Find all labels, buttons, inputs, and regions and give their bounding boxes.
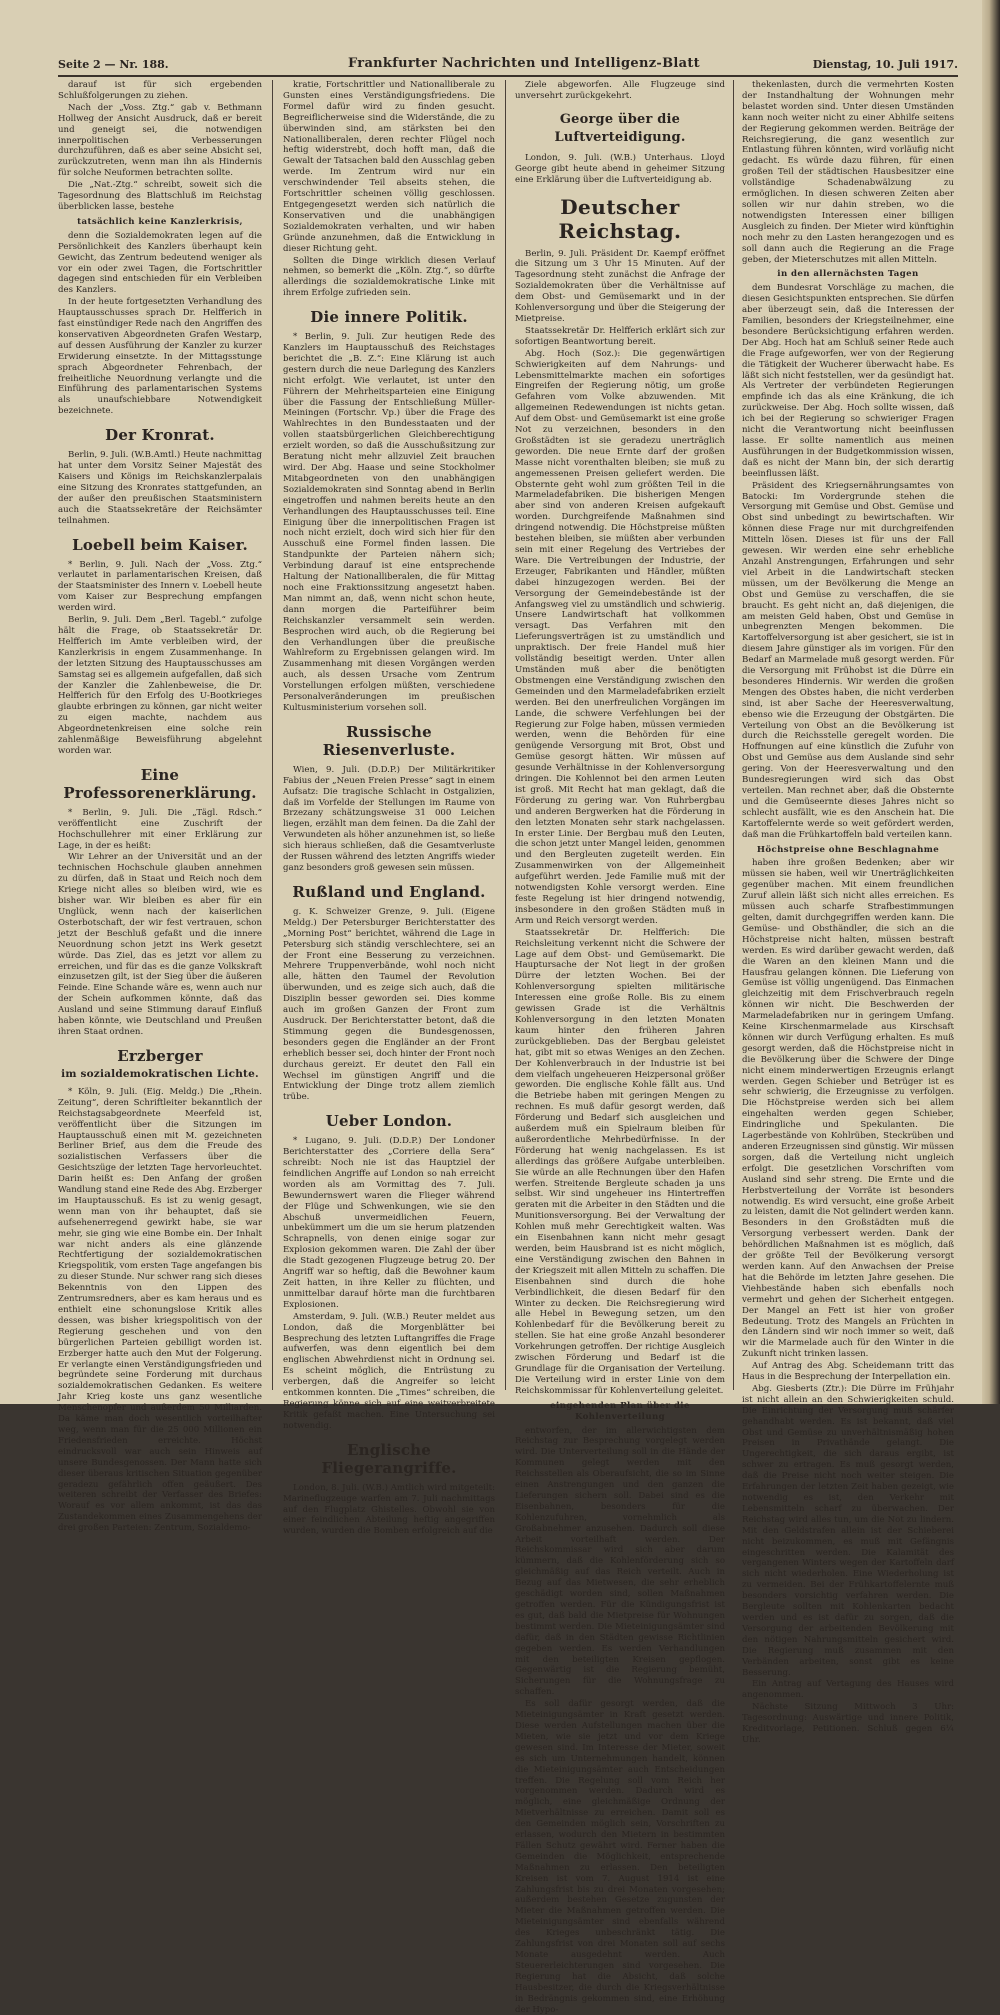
paragraph: Die „Nat.-Ztg.“ schreibt, soweit sich die Tagesordnung des Blattschluß im Reichstag überblicken lasse, bestehe: [58, 180, 262, 212]
column-4: [742, 80, 955, 1745]
paragraph: * Berlin, 9. Juli. Nach der „Voss. Ztg.“ verlautet in parlamentarischen Kreisen, daß der Staatsminister des Innern v. Loebell heute vom Kaiser zur Besprechung empfangen werden wird.: [58, 559, 262, 614]
paragraph: London, 9. Juli. (W.B.) Unterhaus. Lloyd George gibt heute abend in geheimer Sitzung eine Erklärung über die Luftverteidigung ab.: [515, 152, 725, 185]
paragraph: Sollten die Dinge wirklich diesen Verlauf nehmen, so bemerkt die „Köln. Ztg.“, so dürfte allerdings die sozialdemokratische Linke mit ihrem Erfolge zufrieden sein.: [283, 255, 495, 299]
paragraph: Staatssekretär Dr. Helfferich: Die Reichsleitung verkennt nicht die Schwere der Lage auf dem Obst- und Gemüsemarkt. Die Hauptursache der Not liegt in der großen Dürre der letzten Wochen. Bei der Kohlenversorgung spielten militärische Interessen eine große Rolle. Bis zu einem gewissen Grade ist die Verhältnis Kohlenversorgung in den letzten Monaten kaum hinter den früheren Jahren zurückgeblieben. Das der Bergbau geleistet hat, gibt mit so etwas Weniges an den Zechen. Der Kohlenverbrauch in der Industrie ist bei dem vielfach ungeheueren Heizpersonal größer geworden. Die englische Kohle fällt aus. Und die Betriebe haben mit geringen Mengen zu rechnen. Es muß dafür gesorgt werden, daß Förderung und Bedarf sich ausgleichen und außerdem muß ein Spielraum bleiben für außerordentliche Mehrbedürfnisse. In der Förderung hat wenig nachgelassen. Es ist allerdings das größere Aufgabe unterbleiben. Sie würde an alle Rechnungen über den Hafen werfen. Streitende Bergleute schaden ja uns selbst. Wir sind ungeheuer ins Hintertreffen geraten mit die Arbeiter in den Städten und die Munitionsversorgung. Bei der Verwaltung der Kohlen muß mehr Gerechtigkeit walten. Was ein Eisenbahnen kann nicht mehr gesagt werden, beim Hausbrand ist es nicht möglich, eine Verständigung zwischen den Bahnen in der Kriegszeit mit allen Mitteln zu schaffen. Die Eisenbahnen sind durch die hohe Verbindlichkeit, die diesen Bedarf für den Winter zu decken. Die Reichsregierung wird alle Hebel in Bewegung setzen, um den Kohlenbedarf für die Bevölkerung bereit zu stellen. Sie hat eine große Anzahl besonderer Vorkehrungen getroffen. Der richtige Ausgleich zwischen Förderung und Bedarf ist die Grundlage für die Organisation der Verteilung. Die Verteilung wird in erster Linie von dem Reichskommissar für Kohlenverteilung geleitet.: [515, 927, 725, 1396]
article-heading: Englische Fliegerangriffe.: [321, 1440, 457, 1477]
column-rule: [733, 80, 734, 1390]
newspaper-title: Frankfurter Nachrichten und Intelligenz-Blatt: [348, 56, 700, 71]
article-heading: Eine Professorenerklärung.: [63, 765, 257, 802]
subheading: in den allernächsten Tagen: [777, 269, 919, 280]
paragraph: Ein Antrag auf Vertagung des Hauses wird angenommen.: [742, 1679, 954, 1701]
paragraph: * Berlin, 9. Juli. Die „Tägl. Rdsch.“ veröffentlicht eine Zuschrift der Hochschullehrer mit einer Erklärung zur Lage, in der es heißt:: [58, 807, 262, 851]
paragraph: Wir Lehrer an der Universität und an der technischen Hochschule glauben annehmen zu dürfen, daß in Staat und Reich noch dem Kriege nicht alles so bleiben wird, wie es bisher war. Wir bleiben es aber für ein Unglück, wenn nach der kaiserlichen Osterbotschaft, der wir fest vertrauen, schon jetzt der Beschluß gefaßt und die innere Neuordnung schon jetzt ins Werk gesetzt würde. Das Ziel, das es jetzt vor allem zu erreichen, und für das es die ganze Volkskraft einzusetzen gilt, ist der Sieg über die äußeren Feinde. Eine Schande wäre es, wenn auch nur der Schein aufkommen könnte, daß das Ausland und seine Stimmung darauf Einfluß haben könnte, wie Deutschland und Preußen ihren Staat ordnen.: [58, 852, 262, 1037]
paragraph: London, 8. Juli. (W.B.) Amtlich wird mitgeteilt: Marineflugzeuge warfen am 7. Juli nachmittags auf den Flugplatz Ghistelles. Obwohl sie von einer feindlichen Abteilung heftig angegriffen wurden, wurden die Bomben erfolgreich auf die: [283, 1482, 495, 1537]
article-heading: Russische Riesenverluste.: [322, 722, 456, 759]
column-2: [283, 80, 495, 1537]
paragraph: * Berlin, 9. Juli. Zur heutigen Rede des Kanzlers im Hauptausschuß des Reichstages berichtet die „B. Z.“: Eine Klärung ist auch gestern durch die neue Darlegung des Kanzlers nicht erfolgt. Wie verlautet, ist unter den Führern der Mehrheitsparteien eine Einigung über die Fassung der Entschließung Müller-Meiningen (Fortschr. Vp.) über die Frage des Wahlrechtes in den Bundesstaaten und der vollen staatsbürgerlichen Gleichberechtigung erzielt worden, so daß die Ausschußsitzung zur Beratung nicht mehr allzuviel Zeit brauchen wird. Der Abg. Haase und seine Stockholmer Mitabgeordneten von den unabhängigen Sozialdemokraten sind Sonntag abend in Berlin eingetroffen und nahmen bereits heute an den Verhandlungen des Hauptausschusses teil. Eine Einigung über die innerpolitischen Fragen ist noch nicht erzielt, doch wird sich hier für den Ausschuß eine Formel finden lassen. Die Standpunkte der Parteien nähern sich; Verbindung darauf ist eine entsprechende Haltung der Nationalliberalen, die für Mittag noch eine Fraktionssitzung angesetzt haben. Man nimmt an, daß, wenn nicht schon heute, dann morgen die Parteiführer beim Reichskanzler versammelt sein werden. Besprochen wird auch, ob die Regierung bei den Verhandlungen über die preußische Wahlreform zu Ergebnissen gelangen wird. Im Zusammenhang mit diesen Vorgängen werden auch, als dessen Ursache vom Zentrum Vorstellungen erfolgen müßten, verschiedene Personalveränderungen im preußischen Kultusministerium vorsehen soll.: [283, 332, 495, 713]
paragraph: dem Bundesrat Vorschläge zu machen, die diesen Gesichtspunkten entsprechen. Sie dürfen aber überzeugt sein, daß die Interessen der Familien, besonders der Kriegsteilnehmer, eine besondere Berücksichtigung erfahren werden. Der Abg. Hoch hat am Schluß seiner Rede auch die Frage aufgeworfen, wer von der Regierung die Tätigkeit der Wucherer überwacht habe. Es läßt sich nicht feststellen, wer da gesündigt hat. Als Vertreter der verbündeten Regierungen empfinde ich das als eine Kränkung, die ich zurückweise. Der Abg. Hoch sollte wissen, daß ich bei der Regierung so schwieriger Fragen nicht die Verantwortung nicht beeinflussen lasse. Er sollte namentlich aus meinen Ausführungen in der Budgetkommission wissen, daß es nicht der Mann bin, der sich derartig beeinflussen läßt.: [742, 283, 955, 479]
paragraph: haben ihre großen Bedenken; aber wir müssen sie haben, weil wir Unerträglichkeiten gegenüber machen. Mit einem freundlichen Zuruf allein läßt sich nicht alles erreichen. Es müssen auch scharfe Strafbestimmungen gelten, damit durchgegriffen werden kann. Die Gemüse- und Obsthändler, die sich an die Höchstpreise nicht halten, müssen bestraft werden. Es wird darüber gewacht werden, daß die Waren an den kleinen Mann und die Hausfrau gelangen können. Die Lieferung von Gemüse ist völlig ungenügend. Das Einmachen gleichzeitig mit dem Frischverbrauch regeln können wir nicht. Die Beschwerden der Marmeladefabriken nur in geringem Umfang. Keine Kirschenmarmelade aus Kirschsaft können wir durch Verfügung erhalten. Es muß gesorgt werden, daß die Höchstpreise nicht in die Bevölkerung über die Schwere der Dinge nicht einem minderwertigen Erzeugnis erlangt werden. Gegen Schieber und Betrüger ist es sehr schwierig, die Erzeugnisse zu verfolgen. Die Höchstpreise werden sich bei allem eingehalten werden gegen Schieber, Eindringliche und Spekulanten. Die Lagerbestände von Kohlrüben, Steckrüben und anderen Erzeugnissen sind günstig. Wir müssen sorgen, daß die Verteilung nicht ungleich erfolgt. Die gesetzlichen Vorschriften vom Ausland sind sehr streng. Die Ernte und die Herbstverteilung der Vorräte ist besonders notwendig. Es wird versucht, eine große Arbeit zu leisten, damit die Not gelindert werden kann. Besonders in den Großstädten muß die Versorgung verbessert werden. Dank der behördlichen Maßnahmen ist es möglich, daß der größte Teil der Bevölkerung versorgt werden kann. Auf den Anwachsen der Preise hat die Behörde im letzten Jahre gesehen. Die Viehbestände haben sich ebenfalls noch vermehrt und gehen der Sicherheit entgegen. Der Mangel an Fett ist hier von großer Bedeutung. Trotz des Mangels an Früchten in den Ländern sind wir noch immer so weit, daß wir die Marmelade auch für den Winter in die Zukunft nicht trinken lassen.: [742, 858, 955, 1360]
paragraph: In der heute fortgesetzten Verhandlung des Hauptausschusses sprach Dr. Helfferich in fast einstündiger Rede nach den Angriffen des konservativen Abgeordneten Grafen Westarp, auf dessen Ausführung der Kanzler zu kurzer Erwiderung einsetzte. In der Mittagsstunge sprach Abgeordneter Fehrenbach, der freiheitliche Neuordnung verlangte und die Einführung des parlamentarischen Systems als unaufschiebbare Notwendigkeit bezeichnete.: [58, 297, 262, 417]
column-3: [515, 80, 725, 2015]
subheading: eingehenden Plan über die Kohlenverteilung: [550, 1400, 690, 1422]
article-heading: Loebell beim Kaiser.: [72, 535, 248, 554]
issue-date: Dienstag, 10. Juli 1917.: [812, 58, 958, 71]
paragraph: Auf Antrag des Abg. Scheidemann tritt das Haus in die Besprechung der Interpellation ein.: [742, 1361, 954, 1383]
article-heading: Ueber London.: [325, 1112, 453, 1131]
paragraph: Ziele abgeworfen. Alle Flugzeuge sind unversehrt zurückgekehrt.: [515, 80, 725, 101]
paragraph: Amsterdam, 9. Juli. (W.B.) Reuter meldet aus London, daß die Morgenblätter bei Besprechung des letzten Luftangriffes die Frage aufwerfen, was denn eigentlich bei dem englischen Abwehrdienst nicht in Ordnung sei. Es scheint möglich, die Entrüstung zu verbergen, daß die Angreifer so leicht entkommen konnten. Die „Times“ schreiben, die Regierung könne sich auf eine weitverbreitete Kritik gefaßt machen. Eine Untersuchung sei notwendig.: [283, 1311, 495, 1431]
paragraph: darauf ist für sich ergebenden Schlußfolgerungen zu ziehen.: [58, 80, 262, 101]
article-heading: Erzberger: [117, 1046, 203, 1065]
paragraph: denn die Sozialdemokraten legen auf die Persönlichkeit des Kanzlers überhaupt kein Gewicht, das Zentrum bedeutend weniger als vor ein oder zwei Tagen, die Fortschrittler dagegen sind entschieden für ein Verbleiben des Kanzlers.: [58, 230, 262, 296]
subheading: Höchstpreise ohne Beschlagnahme: [756, 844, 940, 855]
paragraph: Abg. Giesberts (Ztr.): Die Dürre im Frühjahr ist nicht allein an den Schwierigkeiten schuld. Die Einrichtung der Versorgung muß schärfer gehandhabt werden. Es ist bekannt, daß viel Obst und Gemüse zu unverhältnismäßig hohen Preisen in Privathände gelangt. Die Ungerechtigkeit, die sich daraus ergibt, ist schwer zu ertragen. Es muß gesorgt werden, daß die Preise nicht noch weiter steigen. Die Erfahrungen der letzten Zeit haben gezeigt, wie notwendig es ist, den Verkehr mit Lebensmitteln scharf zu überwachen. Der Reichstag wird alles tun, um die Not zu lindern. Mit den Geldstrafen allein ist der Schieberei nicht beizukommen, es muß mit Gefängnis eingeschritten werden. Die Kalamität des vergangenen Winters wegen der Kartoffeln darf sich nicht wiederholen. Eine Wiederholung ist zu vermeiden. Bei der Frühkartoffelernte muß besonders vorsichtig verfahren werden. Die Bergleute sollten mit Kohlenkarten bedacht werden und es ist dafür zu sorgen, daß die Versorgung der arbeitenden Bevölkerung mit den nötigen Nahrungsmitteln gesichert wird. Die Regierung muß zusammen mit den Verbänden arbeiten, sonst gibt es keine Besserung.: [742, 1383, 954, 1678]
article-heading: Deutscher Reichstag.: [558, 194, 682, 243]
paragraph: Staatssekretär Dr. Helfferich erklärt sich zur sofortigen Beantwortung bereit.: [515, 325, 725, 347]
column-rule: [272, 80, 273, 1390]
paragraph: kratie, Fortschrittler und Nationalliberale zu Gunsten eines Verständigungsfriedens. Die Formel dafür wird zu finden gesucht. Begreiflicherweise sind die Widerstände, die zu überwinden sind, am stärksten bei den Nationalliberalen, deren rechter Flügel noch heftig widerstrebt, doch hofft man, daß die Gewalt der Tatsachen bald den Ausschlag geben werde. Im Zentrum wird nur ein verschwindender Teil abseits stehen, die Fortschrittler scheinen völlig geschlossen. Entgegengesetzt werden sich natürlich die Konservativen und die unabhängigen Sozialdemokraten verhalten, und wir haben Gründe anzunehmen, daß die Entwicklung in dieser Richtung geht.: [283, 80, 495, 254]
paragraph: thekenlasten, durch die vermehrten Kosten der Instandhaltung der Wohnungen mehr belastet worden sind. Unter diesen Umständen kann noch weiter nicht zu einer Abhilfe seitens der Regierung gekommen werden. Beiträge der Reichsregierung, die ganz wesentlich zur Entlastung führen könnten, wird vorläufig nicht gedacht. Es würde dazu führen, für einen großen Teil der städtischen Hausbesitzer eine vollständige Schadenabwälzung zu ermöglichen. In diesen schweren Zeiten aber sollen wir nur dahin streben, wo die notwendigsten Interessen einer billigen Ausgleich zu finden. Der Mieter wird künftighin noch mehr zu den Lasten herangezogen und es soll dann auch die Regierung an die Frage geben, der Mieterschutzes mit allen Mitteln.: [742, 80, 954, 265]
paragraph: Es soll dafür gesorgt werden, daß die Mieteinigungsämter in Kraft gesetzt werden. Diese werden Aufstellungen machen über die Mieten, wie sie jetzt und vor dem Kriege gewesen sind. Im Interesse der Mieter, soweit es sich um Unternehmungen handelt, können die Mieteinigungsämter auch Entscheidungen treffen. Die Regelung soll vom Reich her vorgenommen werden. Dadurch wird es möglich, eine gleichmäßige Ordnung der Mietverhältnisse zu erreichen. Damit soll es den Gemeinden möglich sein, Vorschriften zu erlassen, wodurch den Mietern in bestimmten Fällen Schutz gewährt wird. Ferner haben die Gemeinden die Möglichkeit, entsprechende Maßnahmen zu erlassen. Den beteiligten Kreisen ist vom 7. August 1914 ist eine Zahlungsfrist bis zu drei Monaten vorgesehen; außerdem bestehen Gesetze zugunsten der Mieter die Maßnahmen getroffen werden. Die Mieteinigungsämter sind ebenfalls während des Krieges unbeschränkt tätig. Die Zahlungsfrist von drei Monaten soll auf sechs Monate ausgedehnt werden. Auch Steuererleichterungen sind vorgesehen. Die Regierung hat die Absicht, daß solche Hausbesitzer, die durch die Kriegsverhältnisse in Bedrängnis gekommen sind, eine Erhöhung der Hypo-: [515, 1699, 725, 2015]
column-rule: [505, 80, 506, 1390]
paragraph: Berlin, 9. Juli. Präsident Dr. Kaempf eröffnet die Sitzung um 3 Uhr 15 Minuten. Auf der Tagesordnung steht zunächst die Anfrage der Sozialdemokraten über die Verhältnisse auf dem Obst- und Gemüsemarkt und in der Kohlenversorgung und über die Steigerung der Mietpreise.: [515, 248, 725, 324]
article-heading: Rußland und England.: [292, 882, 486, 901]
subheading: tatsächlich keine Kanzlerkrisis,: [77, 216, 243, 227]
paragraph: Abg. Hoch (Soz.): Die gegenwärtigen Schwierigkeiten auf dem Nahrungs- und Lebensmittelmarkte machen ein sofortiges Eingreifen der Regierung nötig, um große Gefahren vom Volke abzuwenden. Mit allgemeinen Redewendungen ist nichts getan. Auf dem Obst- und Gemüsemarkt ist eine große Not zu verzeichnen, besonders in den Großstädten ist sie geradezu unerträglich geworden. Die neue Ernte darf der großen Masse nicht vorenthalten bleiben; sie muß zu angemessenen Preisen geliefert werden. Die Obsternte geht wohl zum größten Teil in die Marmeladefabriken. Die bisherigen Mengen aber sind von anderen Kreisen aufgekauft worden. Durchgreifende Maßnahmen sind dringend notwendig. Die Höchstpreise müßten bestehen bleiben, sie müßten aber verbunden sein mit einer Regelung des Vertriebes der Ware. Die Vertreibungen der Industrie, der Erzeuger, Fabrikanten und Händler, müßten dabei hinzugezogen werden. Bei der Versorgung der Gemeindebestände ist der Anfangsweg viel zu umständlich und schwierig. Unsere Landwirtschaft hat vollkommen versagt. Das Verfahren mit den Lieferungsverträgen ist zu umständlich und unpraktisch. Der freie Handel muß hier vollständig beseitigt werden. Unter allen Umständen muß aber die benötigten Obstmengen eine Verständigung zwischen den Gemeinden und den Marmeladefabriken erzielt werden. Bei den unerfreulichen Vorgängen im Lande, die schwere Verfehlungen bei der Regierung zur Folge haben, müssen vermieden werden, wenn die Behörden für eine genügende Versorgung mit Brot, Obst und Gemüse gesorgt hätten. Wir müssen auf gesunde Verhältnisse in der Kohlenversorgung dringen. Die Kohlennot bei den armen Leuten ist groß. Mit Recht hat man geklagt, daß die Förderung zu gering war. Von Ruhrbergbau und anderen Bergwerken hat die Förderung in den letzten Monaten sehr stark nachgelassen. In erster Linie. Der Bergbau muß den Leuten, die schon jetzt unter Mangel leiden, genommen und den Bergleuten zugeteilt werden. Ein Zusammenwirken von der Allgemeinheit aufgeführt werden. Jede Familie muß mit der notwendigsten Kohle versorgt werden. Eine feste Regelung ist hier dringend notwendig, insbesondere in den großen Städten muß in Arm und Reich versorgt werden.: [515, 348, 725, 926]
page-edge: [982, 0, 1000, 1404]
column-1: [58, 80, 262, 1534]
paragraph: g. K. Schweizer Grenze, 9. Juli. (Eigene Meldg.) Der Petersburger Berichterstatter des „Morning Post“ berichtet, während die Lage in Petersburg sich ständig verschlechtere, sei an der Front eine Besserung zu verzeichnen. Mehrere Truppenverbände, wohl noch nicht alle, hätten den Taumel der Revolution überwunden, und es zeige sich auch, daß die Disziplin besser geworden sei. Dies komme auch im großen Ganzen der Front zum Ausdruck. Der Berichterstatter betont, daß die Stimmung gegen die Bundesgenossen, besonders gegen die Engländer an der Front erheblich besser sei, doch hinter der Front noch durchaus gereizt. Er deutet den Fall ein Wechsel im günstigen Angriff und die Entwicklung der Dinge trotz allem ziemlich trübe.: [283, 906, 495, 1103]
article-heading: Die innere Politik.: [310, 308, 468, 327]
paragraph: Wien, 9. Juli. (D.D.P.) Der Militärkritiker Fabius der „Neuen Freien Presse“ sagt in einem Aufsatz: Die tragische Schlacht in Ostgalizien, daß im Vorfelde der Stellungen im Raume von Brzezany schätzungsweise 31 000 Leichen liegen, erzählt man dem feinen. Da die Zahl der Verwundeten als höher anzunehmen ist, so ließe sich hieraus schließen, daß die Gesamtverluste der Russen während des letzten Angriffs wieder ganz besonders groß gewesen sein müssen.: [283, 764, 495, 873]
page-number: Seite 2 — Nr. 188.: [58, 58, 169, 71]
paragraph: Nach der „Voss. Ztg.“ gab v. Bethmann Hollweg der Ansicht Ausdruck, daß er bereit und geneigt sei, die notwendigen innerpolitischen Verbesserungen durchzuführen, daß es aber seine Absicht sei, zurückzutreten, wenn man ihn als Hindernis für solche Neuformen betrachten sollte.: [58, 102, 262, 179]
paragraph: Berlin, 9. Juli. Dem „Berl. Tagebl.“ zufolge hält die Frage, ob Staatssekretär Dr. Helfferich im Amte verbleiben wird, der Kanzlerkrisis in engem Zusammenhange. In der letzten Sitzung des Hauptausschusses am Samstag sei es allgemein aufgefallen, daß sich der Kanzler die Zahlenbeweise, die Dr. Helfferich für den Erfolg des U-Bootkrieges glaubte erbringen zu können, gar nicht weiter zu eigen machte, nachdem aus Abgeordnetenkreisen eine solche rein zahlenmäßige Beweisführung abgelehnt worden war.: [58, 615, 262, 756]
page-header: [58, 55, 958, 77]
paragraph: * Lugano, 9. Juli. (D.D.P.) Der Londoner Berichterstatter des „Corriere della Sera“ schreibt: Noch nie ist das Hauptziel der feindlichen Angriffe auf London so nah erreicht worden als am Vormittag des 7. Juli. Bewundernswert waren die Flieger während der Flüge und Schwenkungen, wie sie den Abschuß unvermeidlichen Feuern, unbekümmert um die um sie herum platzenden Schrapnells, von denen einige sogar zur Explosion gekommen waren. Die Zahl der über die Stadt gezogenen Flugzeuge betrug 20. Der Angriff war so heftig, daß die Bewohner kaum Zeit hatten, in ihre Keller zu flüchten, und unmittelbar darauf hörte man die furchtbaren Explosionen.: [283, 1136, 495, 1310]
article-subheading: im sozialdemokratischen Lichte.: [61, 1067, 259, 1080]
article-heading: Der Kronrat.: [105, 426, 215, 445]
paragraph: entworfen, der im allerwichtigsten dem Reichstag zur Besprechung vorgelegt werden wird. Die Unterverteilung soll in die Hände der Kommunen gelegt werden mit den Reichsstellen als Oberaufsicht, die so im Sinne einen Anstrengungen und den ganzen die Lieferungen sichern soll. Dabei sind es die Eisenbahnen, besonders für die Kohlenzufuhren, vornehmlich als Großabnehmer anzusehen. Dadurch soll diese Arbeit vorteilhaft werden. Der Reichskommissar wird sich aber darum kümmern, daß die Kohlenförderung sich so gleichmäßig auf das Reich verteilt. Auch in Bezug auf das Mietwesen, die sehr erheblich geschädigt worden sind, sollen Maßnahmen getroffen werden. Für die Kündigungsfrist ist es gut, daß bald die Mietpreise für Wohnungen bestimmt werden. Die Mieteinigungsämter sind dafür, daß in den Städten gewisse Richtlinien gegeben werden. Es werden Verhandlungen mit den beteiligten Kreisen gepflogen. Gegenwärtig ist die Regierung bemüht, Sicherungen für die Wohnungsfrage zu schaffen.: [515, 1425, 725, 1698]
paragraph: Berlin, 9. Juli. (W.B.Amtl.) Heute nachmittag hat unter dem Vorsitz Seiner Majestät des Kaisers und Königs im Reichskanzlerpalais eine Sitzung des Kronrates stattgefunden, an der außer den preußischen Staatsministern auch die Staatssekretäre der Reichsämter teilnahmen.: [58, 450, 262, 526]
paragraph: Präsident des Kriegsernährungsamtes von Batocki: Im Vordergrunde stehen die Versorgung mit Gemüse und Obst. Gemüse und Obst sind unbedingt zu bewirtschaften. Wir können diese Frage nur mit durchgreifenden Mitteln lösen. Dieses ist für uns der Fall gewesen. Wir werden eine sehr erhebliche Anzahl Anstrengungen, Erfahrungen und sehr viel Arbeit in die Landwirtschaft stecken müssen, um der Bevölkerung die Menge an Obst und Gemüse zu verschaffen, die sie braucht. Es geht nicht an, daß diejenigen, die am meisten Geld haben, Obst und Gemüse in unbegrenzten Mengen bekommen. Die Kartoffelversorgung ist aber gesichert, sie ist in diesem Jahre günstiger als im vorigen. Für den Bedarf an Marmelade muß gesorgt werden. Für die Versorgung mit Frühobst ist die Dürre ein besonderes Hindernis. Wir werden die großen Mengen des Obstes haben, die nicht verderben sind, ist aber Sache der Heeresverwaltung, ebenso wie die Erzeugung der Obstgärten. Die Verteilung von Obst an die Bevölkerung ist durch die Reichsstelle geregelt worden. Die Hoffnungen auf eine künstlich die Zufuhr von Obst und Gemüse aus dem Auslande sind sehr gering. Von der Heeresverwaltung und den Bundesregierungen wird sich das Obst verteilen. Man rechnet aber, daß die Obsternte und die Gemüseernte dieses Jahres nicht so schlecht ausfällt, wie es den Anschein hat. Die Kartoffelernte werde so weit gefördert werden, daß man die Frühkartoffeln bald verteilen kann.: [742, 480, 954, 840]
article-heading: George über die Luftverteidigung.: [554, 111, 686, 145]
paragraph: * Köln, 9. Juli. (Eig. Meldg.) Die „Rhein. Zeitung“, deren Schriftleiter bekanntlich der Reichstagsabgeordnete Meerfeld ist, veröffentlicht über die Sitzungen im Hauptausschuß einen mit M. gezeichneten Berliner Brief, aus dem die Freude des sozialistischen Verfassers über die Gesichtszüge der letzten Tage hervorleuchtet. Darin heißt es: Den Anfang der großen Wandlung stand eine Rede des Abg. Erzberger im Hauptausschuß. Es ist zu wenig gesagt, wenn man von ihr behauptet, daß sie aufsehenerregend gewirkt habe, sie war mehr, sie ging wie eine Bombe ein. Der Inhalt war nicht anders als eine glänzende Rechtfertigung der sozialdemokratischen Kriegspolitik, vom ersten Tage angefangen bis zu dieser Stunde. Nur schwer rang sich dieses Bekenntnis von den Lippen des Zentrumsredners, aber es kam heraus und es enthielt eine schonungslose Kritik alles dessen, was bisher kriegspolitisch von der Regierung geschehen und von den bürgerlichen Parteien gebilligt worden ist. Erzberger hatte auch den Mut der Folgerung. Er verlangte einen Verständigungsfrieden und begründete seine Forderung mit durchaus sozialdemokratischen Gedanken. Es weitere Jahr Krieg koste uns ganz wesentliche Menschenopfer und außerdem 50 Milliarden. Da käme man doch wesentlich vorteilhafter weg, wenn man für die 25 000 Millionen ein Friedensfrieden erreichte. Höchst eindrucksvoll war auch sein Hinweis auf unsere Bundesgenossen. Der Mann hatte sich dieser überaus kritischen Situation gegenüber geradezu gefährlich offen geäußert. Des weiteren schreibt der Verfasser des Briefes: Worauf es vor allem ankommt, ist das das Zustandekommen eines Zusammengehens der drei großen Parteien: Zentrum, Sozialdemo-: [58, 1086, 262, 1534]
paragraph: Nächste Sitzung Mittwoch 3 Uhr: Tagesordnung: Auswärtige und innere Politik, Kreditvorlage, Petitionen. Schluß gegen 6¼ Uhr.: [742, 1702, 954, 1745]
